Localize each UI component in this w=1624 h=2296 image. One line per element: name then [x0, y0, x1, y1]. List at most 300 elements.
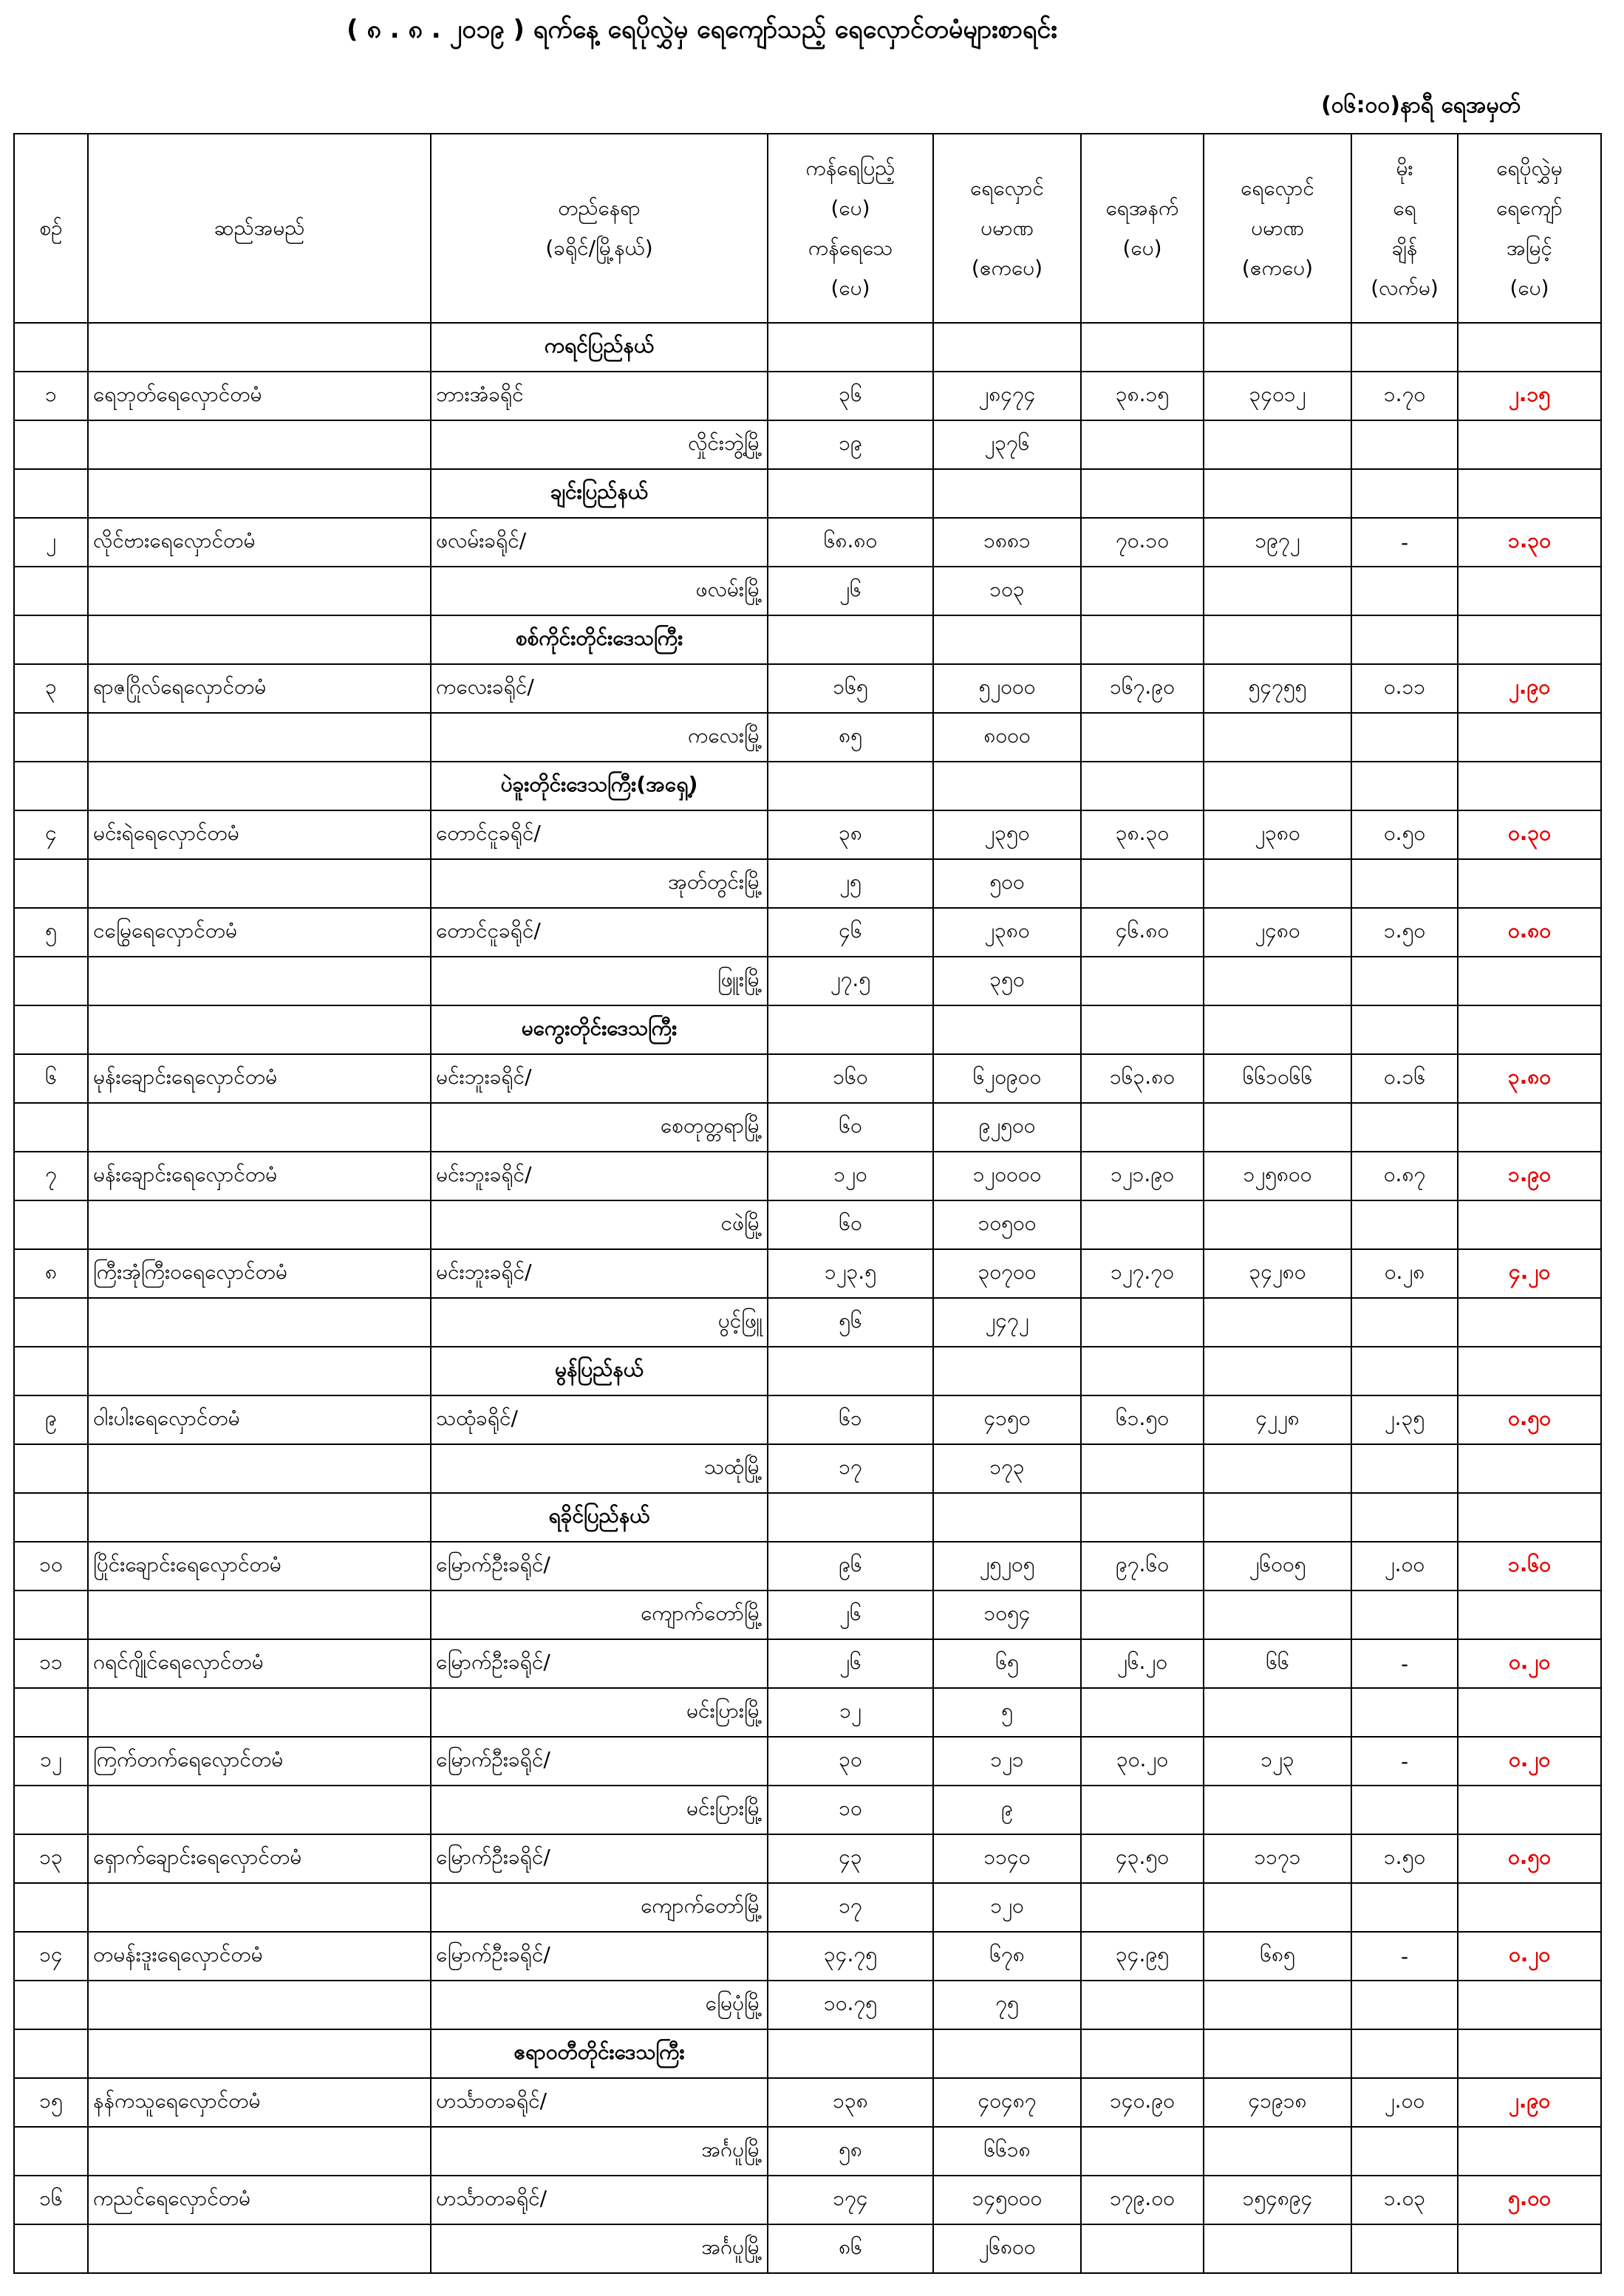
- cell-empty: [14, 420, 88, 469]
- cell-empty: [1204, 2029, 1351, 2078]
- cell-empty: [1458, 469, 1601, 518]
- cell-dam-name: ပြိုင်းချောင်းရေလှောင်တမံ: [88, 1542, 431, 1591]
- cell-empty: [1204, 1347, 1351, 1395]
- header-dam: ဆည်အမည်: [88, 134, 431, 323]
- cell-overflow: ၀.၂၀: [1458, 1639, 1601, 1688]
- cell-dead-storage: ၁၀၅၄: [933, 1591, 1081, 1639]
- cell-empty: [14, 2029, 88, 2078]
- cell-empty: [1458, 1444, 1601, 1493]
- cell-empty: [88, 1493, 431, 1542]
- cell-volume: ၁၉၇၂: [1204, 518, 1351, 567]
- cell-depth: ၁၇၉.၀၀: [1081, 2176, 1204, 2224]
- cell-dam-name: မန်းချောင်းရေလှောင်တမံ: [88, 1152, 431, 1200]
- cell-empty: [14, 615, 88, 664]
- cell-empty: [933, 1005, 1081, 1054]
- region-row: [14, 1347, 1601, 1395]
- cell-empty: [1081, 1200, 1204, 1249]
- cell-depth: ၃၈.၃၀: [1081, 810, 1204, 859]
- cell-empty: [1351, 1883, 1458, 1932]
- cell-empty: [1351, 1298, 1458, 1347]
- cell-location: မင်းဘူးခရိုင်/: [431, 1054, 768, 1103]
- cell-dead-storage: ၁၀၃: [933, 567, 1081, 615]
- cell-empty: [1081, 1591, 1204, 1639]
- cell-empty: [1081, 469, 1204, 518]
- cell-dead-storage: ၂၃၇၆: [933, 420, 1081, 469]
- cell-storage: ၄၀၄၈၇: [933, 2078, 1081, 2127]
- cell-full-level: ၆၈.၈၀: [768, 518, 933, 567]
- cell-empty: [1204, 1688, 1351, 1737]
- cell-dead-level: ၆၀: [768, 1200, 933, 1249]
- region-row: [14, 1493, 1601, 1542]
- cell-empty: [88, 1688, 431, 1737]
- cell-empty: [1081, 615, 1204, 664]
- cell-overflow: ၀.၈၀: [1458, 908, 1601, 957]
- cell-empty: [933, 2029, 1081, 2078]
- cell-empty: [1458, 1200, 1601, 1249]
- region-row: [14, 469, 1601, 518]
- cell-dam-name: လိုင်ဗားရေလှောင်တမံ: [88, 518, 431, 567]
- cell-empty: [88, 2127, 431, 2176]
- cell-empty: [768, 1005, 933, 1054]
- cell-overflow: ၂.၁၅: [1458, 372, 1601, 420]
- cell-location: ဘားအံခရိုင်: [431, 372, 768, 420]
- cell-depth: ၄၆.၈၀: [1081, 908, 1204, 957]
- cell-full-level: ၁၆၅: [768, 664, 933, 713]
- cell-dam-name: ဂရင်ဂျိုင်ရေလှောင်တမံ: [88, 1639, 431, 1688]
- cell-empty: [1458, 420, 1601, 469]
- cell-empty: [768, 1347, 933, 1395]
- table-row: [14, 2176, 1601, 2224]
- cell-empty: [1081, 1444, 1204, 1493]
- header-depth: ရေအနက် (ပေ): [1081, 134, 1204, 323]
- cell-empty: [14, 567, 88, 615]
- cell-location: မြောက်ဦးခရိုင်/: [431, 1737, 768, 1786]
- cell-empty: [1351, 567, 1458, 615]
- cell-dead-storage: ၂၆၈၀၀: [933, 2224, 1081, 2273]
- cell-dead-level: ၅၈: [768, 2127, 933, 2176]
- cell-full-level: ၃၀: [768, 1737, 933, 1786]
- cell-empty: [88, 1005, 431, 1054]
- cell-empty: [1081, 1347, 1204, 1395]
- cell-rainfall: -: [1351, 1932, 1458, 1981]
- cell-dam-name: ငမြွေရေလှောင်တမံ: [88, 908, 431, 957]
- header-location: တည်နေရာ (ခရိုင်/မြို့နယ်): [431, 134, 768, 323]
- cell-rainfall: ၂.၀၀: [1351, 1542, 1458, 1591]
- table-row-sub: [14, 859, 1601, 908]
- table-row-sub: [14, 957, 1601, 1005]
- cell-empty: [1081, 1981, 1204, 2029]
- cell-full-level: ၉၆: [768, 1542, 933, 1591]
- cell-empty: [1351, 1347, 1458, 1395]
- cell-empty: [1081, 1786, 1204, 1834]
- cell-location: မြောက်ဦးခရိုင်/: [431, 1834, 768, 1883]
- cell-empty: [1204, 713, 1351, 762]
- cell-empty: [14, 1883, 88, 1932]
- cell-volume: ၂၃၈၀: [1204, 810, 1351, 859]
- cell-empty: [1204, 1103, 1351, 1152]
- cell-rainfall: ၁.၅၀: [1351, 908, 1458, 957]
- table-row: [14, 2078, 1601, 2127]
- cell-rainfall: ၀.၁၁: [1351, 664, 1458, 713]
- cell-no: ၁၃: [14, 1834, 88, 1883]
- table-row: [14, 1932, 1601, 1981]
- cell-dead-storage: ၁၂၀: [933, 1883, 1081, 1932]
- cell-empty: [14, 1444, 88, 1493]
- cell-empty: [1351, 1103, 1458, 1152]
- cell-township: သထုံမြို့: [431, 1444, 768, 1493]
- cell-empty: [1204, 1591, 1351, 1639]
- cell-overflow: ၂.၉၀: [1458, 664, 1601, 713]
- cell-empty: [1204, 1786, 1351, 1834]
- cell-empty: [1204, 420, 1351, 469]
- cell-empty: [1081, 1298, 1204, 1347]
- cell-location: မြောက်ဦးခရိုင်/: [431, 1542, 768, 1591]
- region-row: [14, 1005, 1601, 1054]
- cell-storage: ၂၅၂၀၅: [933, 1542, 1081, 1591]
- cell-dead-level: ၆၀: [768, 1103, 933, 1152]
- table-row-sub: [14, 1298, 1601, 1347]
- cell-rainfall: ၁.၅၀: [1351, 1834, 1458, 1883]
- cell-empty: [14, 1298, 88, 1347]
- table-row-sub: [14, 2127, 1601, 2176]
- table-row: [14, 1395, 1601, 1444]
- cell-rainfall: ၀.၂၈: [1351, 1249, 1458, 1298]
- cell-empty: [88, 567, 431, 615]
- cell-location: တောင်ငူခရိုင်/: [431, 810, 768, 859]
- cell-empty: [1351, 1688, 1458, 1737]
- cell-empty: [1081, 1688, 1204, 1737]
- cell-overflow: ၃.၈၀: [1458, 1054, 1601, 1103]
- cell-volume: ၅၄၇၅၅: [1204, 664, 1351, 713]
- cell-storage: ၁၂၀၀၀၀: [933, 1152, 1081, 1200]
- cell-depth: ၁၂၇.၇၀: [1081, 1249, 1204, 1298]
- cell-empty: [1204, 469, 1351, 518]
- cell-township: အင်္ဂပူမြို့: [431, 2127, 768, 2176]
- cell-empty: [14, 1200, 88, 1249]
- cell-volume: ၁၂၃: [1204, 1737, 1351, 1786]
- cell-overflow: ၁.၆၀: [1458, 1542, 1601, 1591]
- region-name: ကရင်ပြည်နယ်: [431, 323, 768, 372]
- cell-overflow: ၀.၂၀: [1458, 1737, 1601, 1786]
- cell-empty: [933, 469, 1081, 518]
- cell-empty: [88, 469, 431, 518]
- cell-empty: [88, 323, 431, 372]
- cell-dead-storage: ၉၂၅၀၀: [933, 1103, 1081, 1152]
- cell-empty: [88, 1786, 431, 1834]
- cell-township: လှိုင်းဘွဲ့မြို့: [431, 420, 768, 469]
- table-row: [14, 1054, 1601, 1103]
- cell-overflow: ၀.၂၀: [1458, 1932, 1601, 1981]
- cell-empty: [1458, 1005, 1601, 1054]
- region-name: မွန်ပြည်နယ်: [431, 1347, 768, 1395]
- page-title: ( ၈ . ၈ . ၂၀၁၉ ) ရက်နေ့ ရေပိုလွှဲမှ ရေကျော်သည့် ရေလှောင်တမံများစာရင်း: [347, 15, 1057, 44]
- cell-empty: [1204, 2127, 1351, 2176]
- cell-empty: [1204, 1005, 1351, 1054]
- region-name: စစ်ကိုင်းတိုင်းဒေသကြီး: [431, 615, 768, 664]
- cell-empty: [1351, 713, 1458, 762]
- cell-depth: ၄၃.၅၀: [1081, 1834, 1204, 1883]
- cell-empty: [88, 2224, 431, 2273]
- cell-empty: [14, 1688, 88, 1737]
- cell-volume: ၂၄၈၀: [1204, 908, 1351, 957]
- table-row-sub: [14, 420, 1601, 469]
- cell-empty: [933, 762, 1081, 810]
- header-row: [14, 134, 1601, 323]
- cell-depth: ၃၈.၁၅: [1081, 372, 1204, 420]
- cell-empty: [14, 2224, 88, 2273]
- cell-empty: [88, 957, 431, 1005]
- cell-overflow: ၄.၂၀: [1458, 1249, 1601, 1298]
- cell-empty: [768, 323, 933, 372]
- cell-township: မြေပုံမြို့: [431, 1981, 768, 2029]
- region-name: ရခိုင်ပြည်နယ်: [431, 1493, 768, 1542]
- cell-location: မြောက်ဦးခရိုင်/: [431, 1932, 768, 1981]
- cell-no: ၂: [14, 518, 88, 567]
- cell-dead-level: ၁၀: [768, 1786, 933, 1834]
- table-row: [14, 372, 1601, 420]
- cell-empty: [768, 469, 933, 518]
- cell-empty: [1351, 2127, 1458, 2176]
- cell-empty: [1351, 2224, 1458, 2273]
- cell-empty: [1081, 323, 1204, 372]
- cell-empty: [1351, 1200, 1458, 1249]
- cell-empty: [1351, 2029, 1458, 2078]
- cell-storage: ၁၂၁: [933, 1737, 1081, 1786]
- cell-rainfall: ၁.၀၃: [1351, 2176, 1458, 2224]
- cell-empty: [1458, 2029, 1601, 2078]
- cell-no: ၇: [14, 1152, 88, 1200]
- cell-empty: [1081, 762, 1204, 810]
- cell-empty: [1351, 1005, 1458, 1054]
- region-name: မကွေးတိုင်းဒေသကြီး: [431, 1005, 768, 1054]
- header-volume: ရေလှောင် ပမာဏ (ဧကပေ): [1204, 134, 1351, 323]
- cell-storage: ၂၈၄၇၄: [933, 372, 1081, 420]
- cell-empty: [88, 420, 431, 469]
- region-row: [14, 2029, 1601, 2078]
- cell-empty: [88, 859, 431, 908]
- cell-empty: [14, 713, 88, 762]
- cell-depth: ၆၁.၅၀: [1081, 1395, 1204, 1444]
- cell-dam-name: ရှောက်ချောင်းရေလှောင်တမံ: [88, 1834, 431, 1883]
- cell-storage: ၂၃၈၀: [933, 908, 1081, 957]
- cell-dead-level: ၈၆: [768, 2224, 933, 2273]
- cell-dead-storage: ၁၀၅၀၀: [933, 1200, 1081, 1249]
- cell-empty: [88, 2029, 431, 2078]
- cell-empty: [88, 1591, 431, 1639]
- cell-empty: [933, 323, 1081, 372]
- cell-depth: ၉၇.၆၀: [1081, 1542, 1204, 1591]
- cell-dead-storage: ၁၇၃: [933, 1444, 1081, 1493]
- cell-empty: [1351, 1981, 1458, 2029]
- cell-empty: [88, 1444, 431, 1493]
- cell-empty: [1204, 2224, 1351, 2273]
- header-full-dead: ကန်ရေပြည့် (ပေ) ကန်ရေသေ (ပေ): [768, 134, 933, 323]
- cell-rainfall: ၀.၁၆: [1351, 1054, 1458, 1103]
- cell-volume: ၄၁၉၁၈: [1204, 2078, 1351, 2127]
- cell-no: ၄: [14, 810, 88, 859]
- table-row-sub: [14, 1200, 1601, 1249]
- cell-no: ၁၀: [14, 1542, 88, 1591]
- cell-empty: [1351, 957, 1458, 1005]
- cell-empty: [1204, 1883, 1351, 1932]
- cell-empty: [1458, 957, 1601, 1005]
- cell-volume: ၂၆၀၀၅: [1204, 1542, 1351, 1591]
- cell-empty: [1458, 2127, 1601, 2176]
- cell-empty: [1351, 1444, 1458, 1493]
- cell-empty: [1204, 957, 1351, 1005]
- cell-empty: [1351, 762, 1458, 810]
- table-row: [14, 1737, 1601, 1786]
- cell-overflow: ၀.၅၀: [1458, 1834, 1601, 1883]
- cell-location: ကလေးခရိုင်/: [431, 664, 768, 713]
- table-row: [14, 1249, 1601, 1298]
- cell-empty: [1204, 615, 1351, 664]
- cell-overflow: ၂.၉၀: [1458, 2078, 1601, 2127]
- cell-overflow: ၀.၅၀: [1458, 1395, 1601, 1444]
- cell-township: ကျောက်တော်မြို့: [431, 1883, 768, 1932]
- table-row-sub: [14, 713, 1601, 762]
- cell-rainfall: ၀.၈၇: [1351, 1152, 1458, 1200]
- cell-dam-name: မုန်းချောင်းရေလှောင်တမံ: [88, 1054, 431, 1103]
- cell-full-level: ၄၃: [768, 1834, 933, 1883]
- cell-empty: [1204, 1444, 1351, 1493]
- cell-dead-level: ၂၆: [768, 567, 933, 615]
- cell-dead-level: ၁၂: [768, 1688, 933, 1737]
- cell-empty: [1351, 615, 1458, 664]
- cell-empty: [14, 762, 88, 810]
- cell-empty: [1204, 762, 1351, 810]
- cell-full-level: ၃၈: [768, 810, 933, 859]
- cell-depth: ၁၄၀.၉၀: [1081, 2078, 1204, 2127]
- cell-empty: [1351, 859, 1458, 908]
- cell-township: ကျောက်တော်မြို့: [431, 1591, 768, 1639]
- header-no: စဉ်: [14, 134, 88, 323]
- cell-volume: ၄၂၂၈: [1204, 1395, 1351, 1444]
- cell-location: မင်းဘူးခရိုင်/: [431, 1249, 768, 1298]
- cell-empty: [1458, 567, 1601, 615]
- cell-dead-level: ၂၆: [768, 1591, 933, 1639]
- cell-empty: [14, 1493, 88, 1542]
- cell-empty: [1458, 713, 1601, 762]
- cell-dead-storage: ၉: [933, 1786, 1081, 1834]
- cell-rainfall: ၂.၃၅: [1351, 1395, 1458, 1444]
- cell-township: မင်းပြားမြို့: [431, 1688, 768, 1737]
- region-name: ဧရာဝတီတိုင်းဒေသကြီး: [431, 2029, 768, 2078]
- time-note: (၀၆:၀၀)နာရီ ရေအမှတ်: [1321, 92, 1521, 118]
- cell-township: အင်္ဂပူမြို့: [431, 2224, 768, 2273]
- table-row-sub: [14, 1883, 1601, 1932]
- table-row-sub: [14, 1981, 1601, 2029]
- cell-empty: [1204, 323, 1351, 372]
- cell-volume: ၆၈၅: [1204, 1932, 1351, 1981]
- cell-empty: [88, 1298, 431, 1347]
- header-storage: ရေလှောင် ပမာဏ (ဧကပေ): [933, 134, 1081, 323]
- cell-dam-name: ရေဘုတ်ရေလှောင်တမံ: [88, 372, 431, 420]
- cell-location: မြောက်ဦးခရိုင်/: [431, 1639, 768, 1688]
- cell-empty: [933, 1347, 1081, 1395]
- cell-empty: [1458, 1103, 1601, 1152]
- region-row: [14, 762, 1601, 810]
- cell-dead-storage: ၈၀၀၀: [933, 713, 1081, 762]
- cell-empty: [14, 1005, 88, 1054]
- cell-storage: ၂၃၅၀: [933, 810, 1081, 859]
- table-row: [14, 1152, 1601, 1200]
- region-row: [14, 615, 1601, 664]
- region-name: ပဲခူးတိုင်းဒေသကြီး(အရှေ့): [431, 762, 768, 810]
- cell-empty: [1204, 1298, 1351, 1347]
- cell-no: ၉: [14, 1395, 88, 1444]
- cell-dead-level: ၁၇: [768, 1883, 933, 1932]
- cell-volume: ၆၆၁၀၆၆: [1204, 1054, 1351, 1103]
- cell-empty: [1351, 420, 1458, 469]
- cell-empty: [1081, 713, 1204, 762]
- cell-empty: [14, 469, 88, 518]
- cell-full-level: ၆၁: [768, 1395, 933, 1444]
- cell-no: ၁၂: [14, 1737, 88, 1786]
- cell-location: ဖလမ်းခရိုင်/: [431, 518, 768, 567]
- cell-no: ၁: [14, 372, 88, 420]
- cell-dead-storage: ၅၀၀: [933, 859, 1081, 908]
- cell-empty: [1351, 469, 1458, 518]
- cell-full-level: ၄၆: [768, 908, 933, 957]
- cell-overflow: ၁.၃၀: [1458, 518, 1601, 567]
- cell-empty: [768, 615, 933, 664]
- cell-empty: [14, 1103, 88, 1152]
- table-row: [14, 664, 1601, 713]
- cell-dam-name: ဝါးပါးရေလှောင်တမံ: [88, 1395, 431, 1444]
- cell-empty: [768, 2029, 933, 2078]
- cell-no: ၅: [14, 908, 88, 957]
- cell-empty: [1081, 420, 1204, 469]
- cell-empty: [1458, 859, 1601, 908]
- cell-empty: [1081, 1493, 1204, 1542]
- cell-no: ၁၆: [14, 2176, 88, 2224]
- cell-empty: [14, 859, 88, 908]
- cell-empty: [88, 1200, 431, 1249]
- table-row: [14, 1542, 1601, 1591]
- cell-empty: [1204, 1493, 1351, 1542]
- cell-empty: [14, 1591, 88, 1639]
- cell-empty: [88, 713, 431, 762]
- cell-dead-level: ၅၆: [768, 1298, 933, 1347]
- cell-dead-storage: ၃၅၀: [933, 957, 1081, 1005]
- table-row-sub: [14, 1103, 1601, 1152]
- table-row: [14, 908, 1601, 957]
- cell-depth: ၇၀.၁၀: [1081, 518, 1204, 567]
- cell-empty: [1081, 1883, 1204, 1932]
- cell-storage: ၄၁၅၀: [933, 1395, 1081, 1444]
- cell-empty: [14, 1786, 88, 1834]
- cell-dead-level: ၂၇.၅: [768, 957, 933, 1005]
- cell-full-level: ၁၆၀: [768, 1054, 933, 1103]
- cell-empty: [1458, 1347, 1601, 1395]
- cell-empty: [88, 1883, 431, 1932]
- cell-volume: ၃၄၀၁၂: [1204, 372, 1351, 420]
- cell-dam-name: ကြီးအုံကြီးဝရေလှောင်တမံ: [88, 1249, 431, 1298]
- cell-dead-storage: ၇၅: [933, 1981, 1081, 2029]
- cell-dam-name: ရာဇဂြိုလ်ရေလှောင်တမံ: [88, 664, 431, 713]
- cell-empty: [1081, 957, 1204, 1005]
- cell-empty: [1081, 859, 1204, 908]
- cell-storage: ၁၈၈၁: [933, 518, 1081, 567]
- cell-full-level: ၁၂၀: [768, 1152, 933, 1200]
- cell-empty: [88, 1347, 431, 1395]
- cell-township: ဖြူးမြို့: [431, 957, 768, 1005]
- cell-depth: ၃၀.၂၀: [1081, 1737, 1204, 1786]
- cell-empty: [14, 2127, 88, 2176]
- cell-storage: ၅၂၀၀၀: [933, 664, 1081, 713]
- cell-township: အုတ်တွင်းမြို့: [431, 859, 768, 908]
